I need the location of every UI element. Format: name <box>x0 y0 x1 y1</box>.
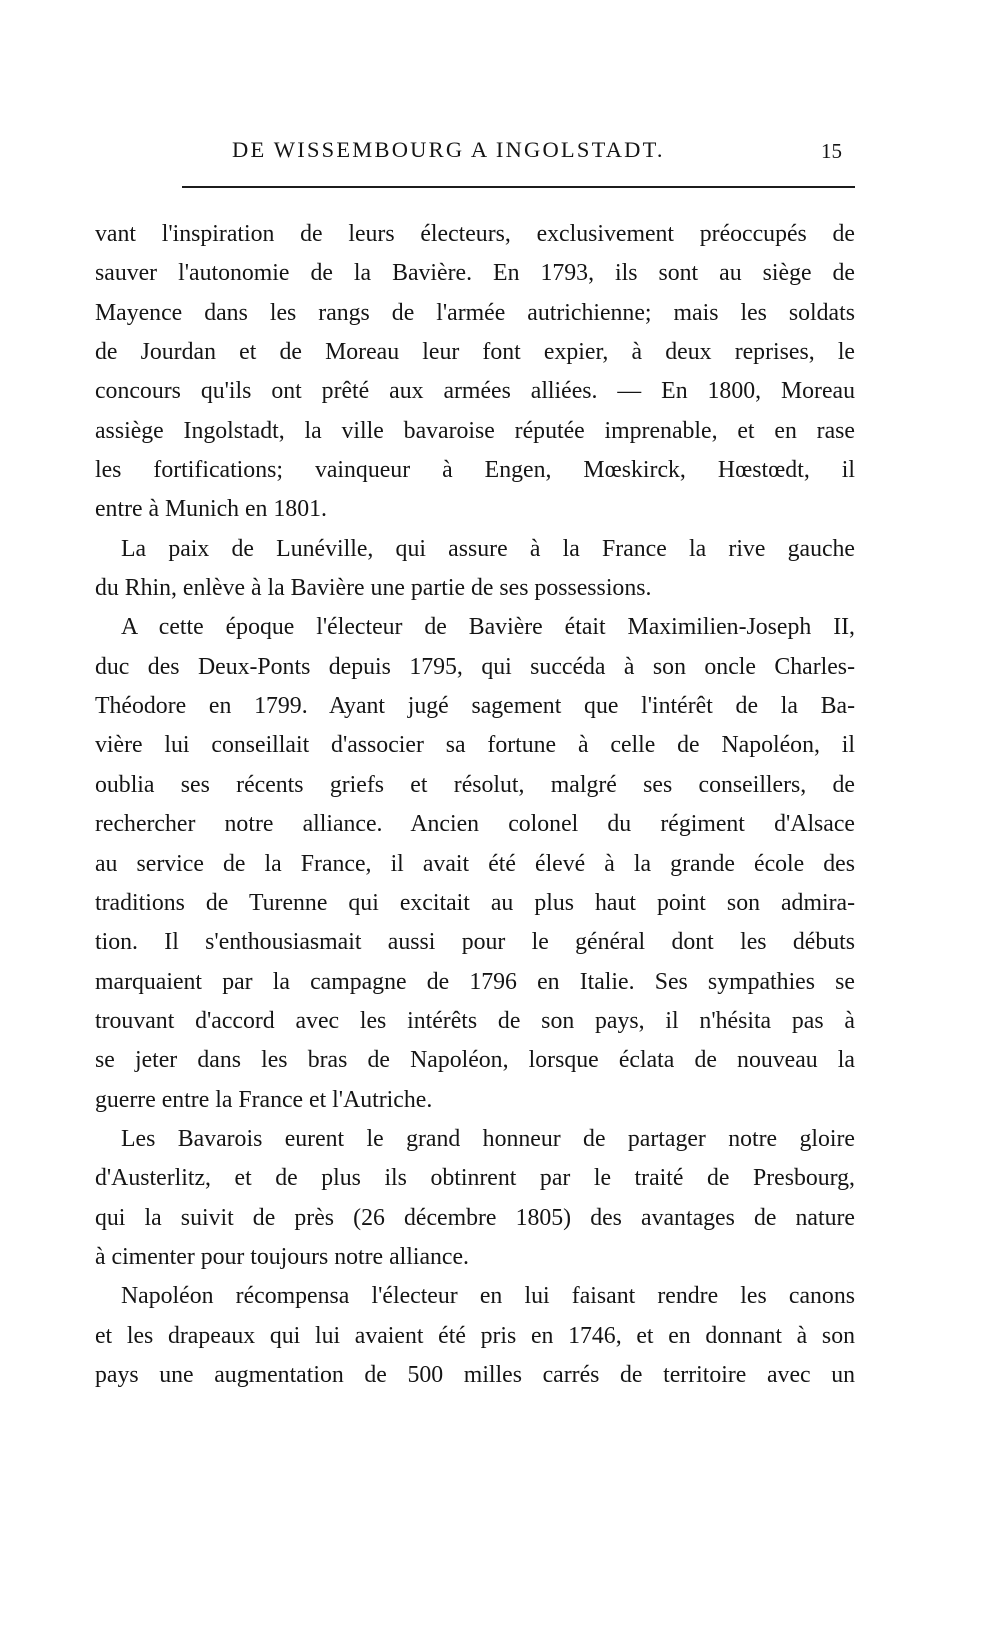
text-line: A cette époque l'électeur de Bavière était Maximilien-Joseph II, <box>121 614 855 641</box>
body-text <box>95 215 855 1395</box>
page-number: 15 <box>821 139 842 163</box>
header-rule <box>182 186 855 188</box>
text-line: du Rhin, enlève à la Bavière une partie de ses possessions. <box>95 575 652 602</box>
paragraph <box>95 1277 855 1395</box>
text-line: vière lui conseillait d'associer sa fortune à celle de Napoléon, il <box>95 732 855 759</box>
text-line: Napoléon récompensa l'électeur en lui faisant rendre les canons <box>121 1283 855 1310</box>
text-line: rechercher notre alliance. Ancien colonel du régiment d'Alsace <box>95 811 855 838</box>
text-line: qui la suivit de près (26 décembre 1805) des avantages de nature <box>95 1204 855 1231</box>
text-line: d'Austerlitz, et de plus ils obtinrent par le traité de Presbourg, <box>95 1165 855 1192</box>
text-line: pays une augmentation de 500 milles carrés de territoire avec un <box>95 1361 855 1388</box>
text-line: Mayence dans les rangs de l'armée autrichienne; mais les soldats <box>95 299 855 326</box>
running-title: DE WISSEMBOURG A INGOLSTADT. <box>232 137 665 162</box>
text-line: assiège Ingolstadt, la ville bavaroise réputée imprenable, et en rase <box>95 417 855 444</box>
text-line: Théodore en 1799. Ayant jugé sagement que l'intérêt de la Ba- <box>95 693 855 720</box>
text-line: trouvant d'accord avec les intérêts de son pays, il n'hésita pas à <box>95 1007 855 1034</box>
text-line: sauver l'autonomie de la Bavière. En 1793, ils sont au siège de <box>95 260 855 287</box>
text-line: oublia ses récents griefs et résolut, malgré ses conseillers, de <box>95 771 855 798</box>
text-line: guerre entre la France et l'Autriche. <box>95 1086 433 1113</box>
text-line: les fortifications; vainqueur à Engen, Mœskirck, Hœstœdt, il <box>95 457 855 484</box>
paragraph <box>95 215 855 530</box>
text-line: tion. Il s'enthousiasmait aussi pour le général dont les débuts <box>95 929 855 956</box>
paragraph <box>95 530 855 609</box>
text-line: La paix de Lunéville, qui assure à la France la rive gauche <box>121 535 855 562</box>
text-line: Les Bavarois eurent le grand honneur de partager notre gloire <box>121 1125 855 1152</box>
text-line: et les drapeaux qui lui avaient été pris en 1746, et en donnant à son <box>95 1322 855 1349</box>
text-line: entre à Munich en 1801. <box>95 496 327 523</box>
text-line: vant l'inspiration de leurs électeurs, exclusivement préoccupés de <box>95 221 855 247</box>
paragraph <box>95 1120 855 1277</box>
text-line: concours qu'ils ont prêté aux armées alliées. — En 1800, Moreau <box>95 378 855 405</box>
text-line: à cimenter pour toujours notre alliance. <box>95 1243 469 1270</box>
text-line: duc des Deux-Ponts depuis 1795, qui succéda à son oncle Charles- <box>95 653 855 680</box>
paragraph <box>95 608 855 1119</box>
text-line: au service de la France, il avait été élevé à la grande école des <box>95 850 855 877</box>
text-line: marquaient par la campagne de 1796 en Italie. Ses sympathies se <box>95 968 855 995</box>
text-line: traditions de Turenne qui excitait au plus haut point son admira- <box>95 889 855 916</box>
text-line: de Jourdan et de Moreau leur font expier, à deux reprises, le <box>95 339 855 366</box>
text-line: se jeter dans les bras de Napoléon, lorsque éclata de nouveau la <box>95 1047 855 1074</box>
